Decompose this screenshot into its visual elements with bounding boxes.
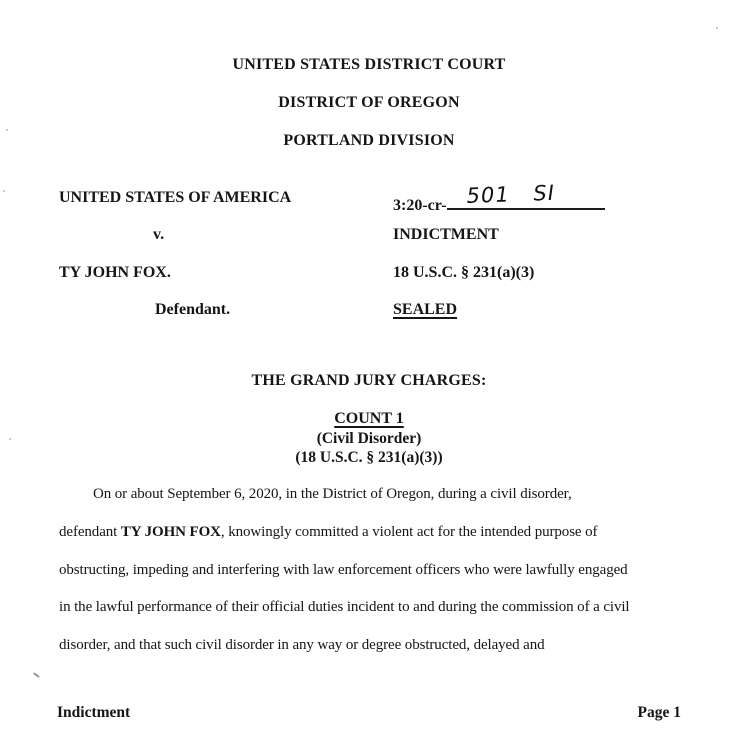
body-text-segment: , knowingly committed a violent act for the intended purpose of	[220, 524, 598, 540]
count-offense: (Civil Disorder)	[316, 430, 422, 447]
footer-document-title: Indictment	[57, 704, 131, 721]
body-text-line	[59, 523, 597, 542]
division-heading: PORTLAND DIVISION	[283, 132, 455, 149]
case-number-prefix: 3:20-cr-	[393, 197, 447, 214]
grand-jury-charges-heading: THE GRAND JURY CHARGES:	[251, 372, 487, 389]
plaintiff-name: UNITED STATES OF AMERICA	[59, 189, 292, 206]
defendant-label: Defendant.	[155, 301, 231, 318]
versus-label: v.	[153, 226, 165, 243]
case-number-blank-line	[447, 180, 605, 210]
scan-mark	[33, 672, 40, 677]
filing-title: INDICTMENT	[393, 226, 499, 243]
body-text-line: in the lawful performance of their official duties incident to and during the commission of a civil	[59, 599, 630, 615]
defendant-name-inline: TY JOHN FOX	[120, 524, 221, 540]
case-number-row	[393, 180, 605, 215]
sealed-status: SEALED	[393, 301, 458, 318]
scan-speck	[716, 27, 718, 29]
footer-page-number: Page 1	[637, 704, 681, 721]
defendant-name: TY JOHN FOX.	[59, 264, 171, 281]
charging-statute: 18 U.S.C. § 231(a)(3)	[393, 264, 535, 281]
district-heading: DISTRICT OF OREGON	[278, 94, 460, 111]
body-text-line: On or about September 6, 2020, in the District of Oregon, during a civil disorder,	[93, 486, 572, 502]
count-statute: (18 U.S.C. § 231(a)(3))	[295, 449, 443, 466]
handwritten-case-number: 501 SI	[464, 180, 557, 209]
scan-speck	[3, 190, 5, 192]
body-text-line: obstructing, impeding and interfering with law enforcement officers who were lawfully engaged	[59, 562, 628, 578]
body-text-line: disorder, and that such civil disorder in any way or degree obstructed, delayed and	[59, 637, 545, 653]
count-title: COUNT 1	[334, 410, 404, 427]
court-name-heading: UNITED STATES DISTRICT COURT	[232, 56, 506, 73]
body-text-segment: defendant	[59, 524, 121, 540]
